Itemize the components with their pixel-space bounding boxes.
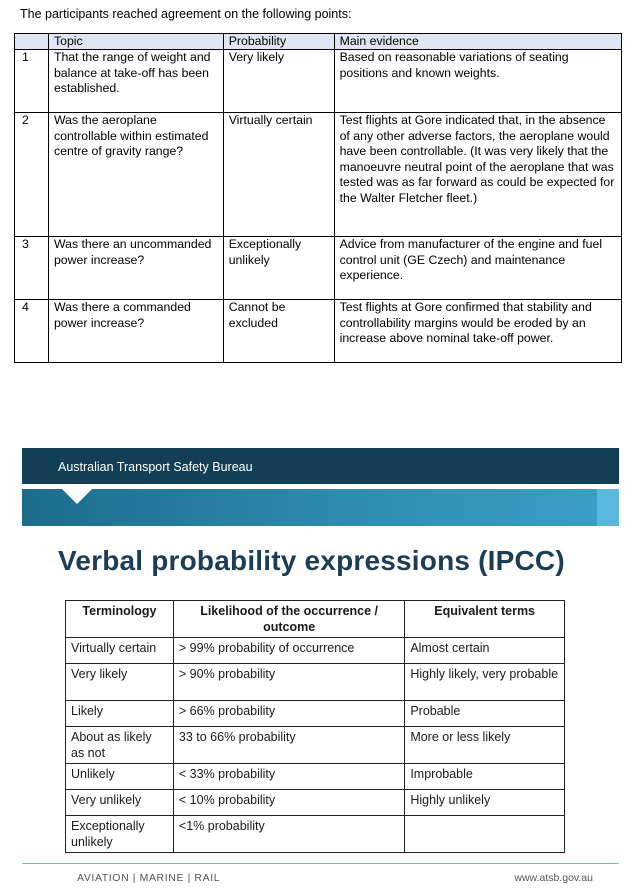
chevron-down-icon	[62, 489, 92, 504]
intro-text: The participants reached agreement on the following points:	[20, 7, 352, 21]
header-topic: Topic	[48, 34, 223, 50]
ipcc-header-row	[66, 601, 565, 638]
slide-header-banner	[22, 448, 619, 484]
likelihood-cell: < 10% probability	[173, 790, 404, 816]
equivalent-cell: Highly unlikely	[405, 790, 565, 816]
table-row	[15, 113, 622, 237]
likelihood-cell: > 66% probability	[173, 701, 404, 727]
row-topic: That the range of weight and balance at take-off has been established.	[48, 50, 223, 113]
table-row	[15, 50, 622, 113]
stripe-endcap	[597, 489, 619, 526]
table-row	[66, 638, 565, 664]
equivalent-cell: Probable	[405, 701, 565, 727]
table-row	[15, 237, 622, 300]
slide-title: Verbal probability expressions (IPCC)	[58, 545, 565, 576]
org-name: Australian Transport Safety Bureau	[58, 460, 253, 474]
agreement-table	[14, 33, 622, 363]
likelihood-cell: 33 to 66% probability	[173, 727, 404, 764]
table-row	[15, 300, 622, 363]
row-number: 1	[15, 50, 49, 113]
header-evidence: Main evidence	[334, 34, 621, 50]
row-probability: Virtually certain	[223, 113, 334, 237]
row-topic: Was the aeroplane controllable within estimated centre of gravity range?	[48, 113, 223, 237]
ipcc-table	[65, 600, 565, 853]
term-cell: About as likely as not	[66, 727, 174, 764]
row-number: 3	[15, 237, 49, 300]
table-row	[66, 816, 565, 853]
term-cell: Very likely	[66, 664, 174, 701]
term-cell: Exceptionally unlikely	[66, 816, 174, 853]
equivalent-cell: Highly likely, very probable	[405, 664, 565, 701]
footer-url: www.atsb.gov.au	[514, 872, 593, 884]
header-equivalent: Equivalent terms	[405, 601, 565, 638]
row-number: 2	[15, 113, 49, 237]
term-cell: Very unlikely	[66, 790, 174, 816]
row-number: 4	[15, 300, 49, 363]
header-number	[15, 34, 49, 50]
equivalent-cell: More or less likely	[405, 727, 565, 764]
row-probability: Very likely	[223, 50, 334, 113]
table-row	[66, 664, 565, 701]
header-likelihood: Likelihood of the occurrence / outcome	[173, 601, 404, 638]
row-evidence: Advice from manufacturer of the engine and fuel control unit (GE Czech) and maintenance experience.	[334, 237, 621, 300]
likelihood-cell: < 33% probability	[173, 764, 404, 790]
row-probability: Cannot be excluded	[223, 300, 334, 363]
equivalent-cell	[405, 816, 565, 853]
term-cell: Likely	[66, 701, 174, 727]
equivalent-cell: Improbable	[405, 764, 565, 790]
likelihood-cell: > 90% probability	[173, 664, 404, 701]
footer-modes: AVIATION | MARINE | RAIL	[77, 872, 221, 884]
table-row	[66, 727, 565, 764]
term-cell: Unlikely	[66, 764, 174, 790]
row-evidence: Test flights at Gore confirmed that stability and controllability margins would be eroded by an increase above nominal take-off power.	[334, 300, 621, 363]
row-probability: Exceptionally unlikely	[223, 237, 334, 300]
table-row	[66, 701, 565, 727]
atsb-slide	[22, 448, 619, 890]
agreement-header-row	[15, 34, 622, 50]
table-row	[66, 764, 565, 790]
term-cell: Virtually certain	[66, 638, 174, 664]
row-evidence: Based on reasonable variations of seating positions and known weights.	[334, 50, 621, 113]
row-topic: Was there a commanded power increase?	[48, 300, 223, 363]
likelihood-cell: > 99% probability of occurrence	[173, 638, 404, 664]
footer-divider	[22, 863, 619, 864]
header-probability: Probability	[223, 34, 334, 50]
row-evidence: Test flights at Gore indicated that, in the absence of any other adverse factors, the aeroplane would have been controllable. (It was very likely that the manoeuvre neutral point of the aeroplane that was tested was as far forward as could be expected for the Walter Fletcher fleet.)	[334, 113, 621, 237]
row-topic: Was there an uncommanded power increase?	[48, 237, 223, 300]
likelihood-cell: <1% probability	[173, 816, 404, 853]
equivalent-cell: Almost certain	[405, 638, 565, 664]
decorative-stripe	[22, 489, 619, 526]
header-terminology: Terminology	[66, 601, 174, 638]
table-row	[66, 790, 565, 816]
